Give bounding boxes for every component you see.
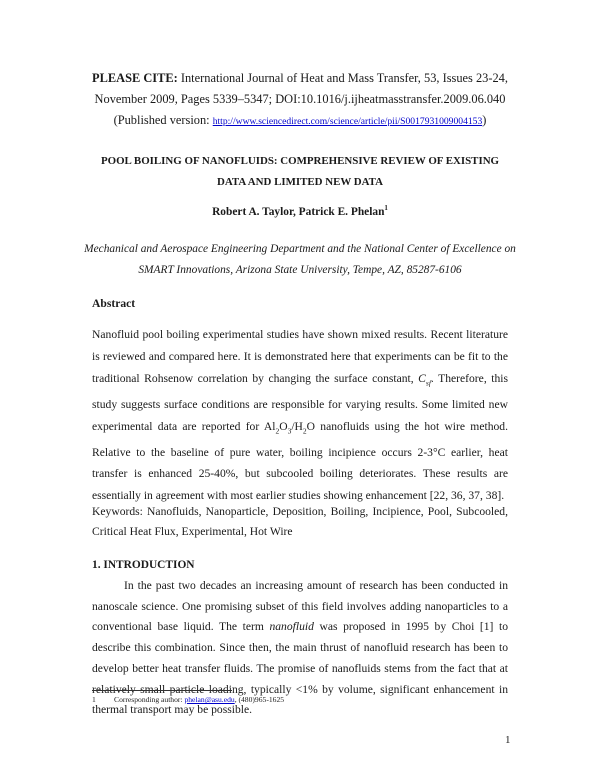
introduction-heading: 1. INTRODUCTION — [92, 559, 195, 571]
introduction-text: In the past two decades an increasing amount of research has been conducted in nanoscale science. One promising subset of this field involves adding nanoparticles to a conventional base liquid. The term nanofluid was proposed in 1995 by Choi [1] to describe this combination. Since then, the main thrust of nanofluid research has been to develop better heat transfer fluids. The promise of nanofluids stems from the fact that at relatively small particle loading, typically <1% by volume, significant enhancement in thermal transport may be possible. — [92, 579, 508, 717]
citation-block — [60, 68, 540, 132]
keywords: Keywords: Nanofluids, Nanoparticle, Deposition, Boiling, Incipience, Pool, Subcooled, Critical Heat Flux, Experimental, Hot Wire — [92, 505, 508, 538]
citation-line-1: PLEASE CITE: International Journal of Heat and Mass Transfer, 53, Issues 23-24, — [92, 71, 508, 85]
abstract-text: Nanofluid pool boiling experimental studies have shown mixed results. Recent literature is reviewed and compared here. It is demonstrated here that experiments can be fit to the traditional Rohsenow correlation by changing the surface constant, $C_{sf}$. Therefore, this study suggests surface conditions are responsible for varying results. Some limited new experimental data are reported for $Al_2O_3/H_2O$ nanofluids using the hot wire method. Relative to the baseline of pure water, boiling incipience occurs 2-3°C earlier, heat transfer is enhanced 25-40%, but subcooled boiling deteriorates. These results are essentially in agreement with most earlier studies showing enhancement [22, 36, 37, 38]. — [92, 328, 508, 503]
author-footnote-mark: 1 — [384, 204, 388, 212]
paper-title: POOL BOILING OF NANOFLUIDS: COMPREHENSIVE REVIEW OF EXISTING DATA AND LIMITED NEW DATA — [100, 155, 500, 188]
published-version-link[interactable]: http://www.sciencedirect.com/science/article/pii/S0017931009004153 — [212, 116, 483, 127]
published-version-line: (Published version: http://www.sciencedirect.com/science/article/pii/S0017931009004153) — [113, 113, 487, 127]
citation-label: PLEASE CITE: — [92, 71, 178, 85]
affiliation: Mechanical and Aerospace Engineering Department and the National Center of Excellence on SMART Innovations, Arizona State University, Tempe, AZ, 85287-6106 — [84, 243, 516, 276]
citation-line-2: November 2009, Pages 5339–5347; DOI:10.1016/j.ijheatmasstransfer.2009.06.040 — [94, 92, 506, 106]
footnote-divider — [92, 690, 232, 691]
footnote: 1 Corresponding author: phelan@asu.edu, (480)965-1625 — [92, 695, 285, 704]
author-email-link[interactable]: phelan@asu.edu — [184, 695, 235, 704]
abstract-heading: Abstract — [92, 297, 136, 310]
page-number: 1 — [505, 734, 511, 746]
authors: Robert A. Taylor, Patrick E. Phelan$^1$ — [212, 204, 388, 218]
